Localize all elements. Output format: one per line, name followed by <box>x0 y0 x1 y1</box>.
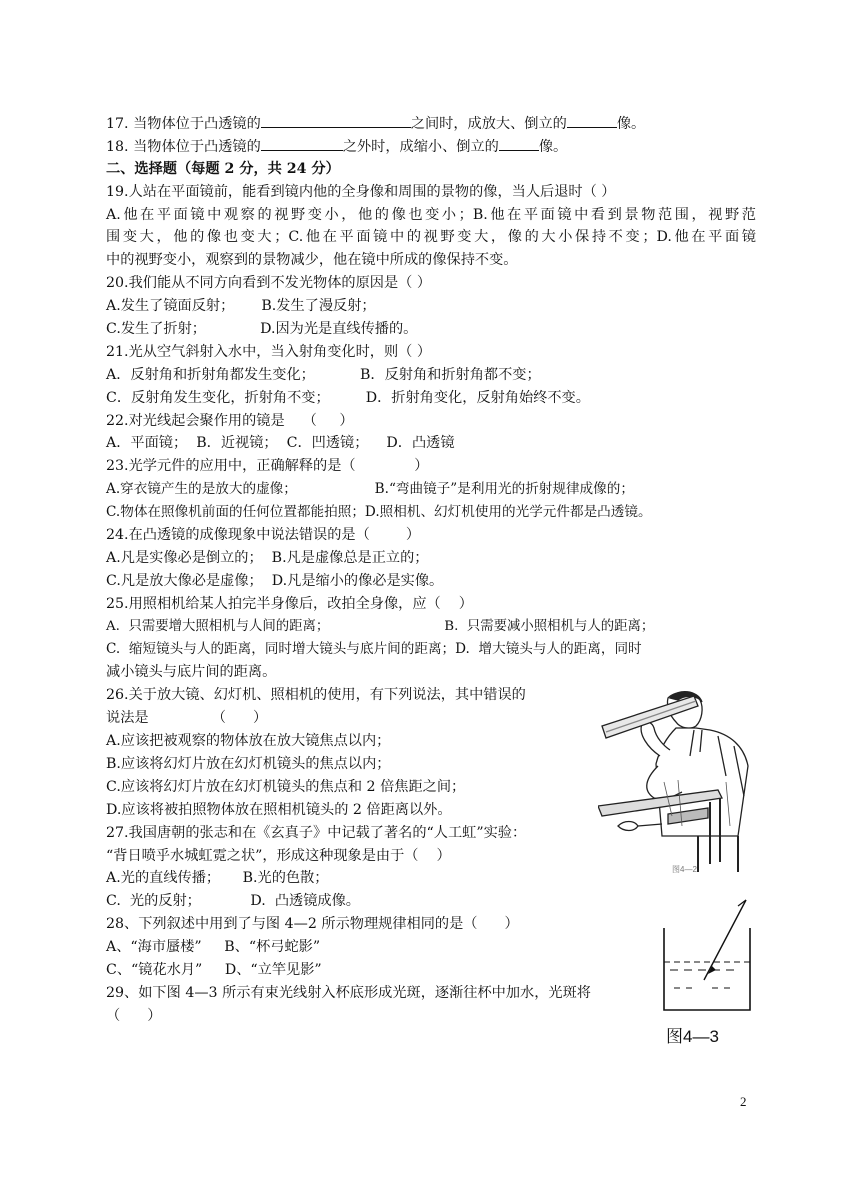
figure-4-3-caption: 图4—3 <box>666 1027 719 1046</box>
answer-blank <box>499 135 539 151</box>
q26-stem-2: 说法是 （ ） <box>106 710 268 727</box>
q25-options-2: C. 缩短镜头与人的距离，同时增大镜头与底片间的距离；D. 增大镜头与人的距离，同时 <box>106 641 642 658</box>
q23-stem: 23.光学元件的应用中，正确解释的是（ ） <box>106 458 429 475</box>
q17-text-a: 17. 当物体位于凸透镜的 <box>106 116 261 132</box>
q17-text-b: 之间时，成放大、倒立的 <box>410 116 567 132</box>
q29-answer-parens: （ ） <box>106 1007 162 1024</box>
q23-options-2: C.物体在照像机前面的任何位置都能拍照；D.照相机、幻灯机使用的光学元件都是凸透镜。 <box>106 504 652 521</box>
q27-options-1: A.光的直线传播； B.光的色散； <box>106 870 329 887</box>
q21-stem: 21.光从空气斜射入水中，当入射角变化时，则（ ） <box>106 343 432 360</box>
q19-options-1: A.他在平面镜中观察的视野变小，他的像也变小；B.他在平面镜中看到景物范围，视野范 <box>106 206 756 223</box>
q19-options-2: 围变大，他的像也变大；C.他在平面镜中的视野变大，像的大小保持不变；D.他在平面镜 <box>106 229 756 246</box>
q17-text-c: 像。 <box>616 116 646 132</box>
q21-options-2: C．反射角发生变化，折射角不变； D．折射角变化，反射角始终不变。 <box>106 389 590 406</box>
figure-4-2 <box>598 686 758 876</box>
q24-options-2: C.凡是放大像必是虚像； D.凡是缩小的像必是实像。 <box>106 572 444 589</box>
q25-options-1: A. 只需要增大照相机与人间的距离； B. 只需要减小照相机与人的距离； <box>106 618 655 634</box>
q28-stem: 28、下列叙述中用到了与图 4—2 所示物理规律相同的是（ ） <box>106 916 519 933</box>
q26-option-b: B.应该将幻灯片放在幻灯机镜头的焦点以内； <box>106 755 391 772</box>
answer-blank <box>261 112 411 128</box>
figure-4-2-caption: 图4—2 <box>672 865 697 874</box>
q18-text-c: 像。 <box>538 138 568 155</box>
q26-stem-1: 26.关于放大镜、幻灯机、照相机的使用，有下列说法，其中错误的 <box>106 687 526 704</box>
q25-stem: 25.用照相机给某人拍完半身像后，改拍全身像，应（ ） <box>106 595 473 612</box>
page-number: 2 <box>740 1094 747 1109</box>
figure-4-3 <box>660 896 760 1048</box>
q29-stem: 29、如下图 4—3 所示有束光线射入杯底形成光斑，逐渐往杯中加水，光斑将 <box>106 984 591 1001</box>
q22-stem: 22.对光线起会聚作用的镜是 （ ） <box>106 412 354 429</box>
beaker-diagram <box>664 900 750 1010</box>
q18-text-b: 之外时，成缩小、倒立的 <box>342 138 499 155</box>
q20-options-1: A.发生了镜面反射； B.发生了漫反射； <box>106 298 376 315</box>
q28-options-1: A、“海市蜃楼” B、“杯弓蛇影” <box>106 939 321 956</box>
q28-options-2: C、“镜花水月” D、“立竿见影” <box>106 961 322 978</box>
answer-blank <box>261 135 343 151</box>
question-text <box>106 112 756 1028</box>
q27-stem-2: “背日喷乎水城虹霓之状”，形成这种现象是由于（ ） <box>106 847 451 864</box>
question-17 <box>106 112 756 135</box>
q24-options-1: A.凡是实像必是倒立的； B.凡是虚像总是正立的； <box>106 549 429 566</box>
q20-options-2: C.发生了折射； D.因为光是直线传播的。 <box>106 321 418 338</box>
q22-options: A．平面镜； B．近视镜； C．凹透镜； D．凸透镜 <box>106 435 455 452</box>
man-illustration <box>598 692 748 872</box>
q24-stem: 24.在凸透镜的成像现象中说法错误的是（ ） <box>106 527 421 544</box>
q21-options-1: A．反射角和折射角都发生变化； B．反射角和折射角都不变； <box>106 366 541 383</box>
q19-options-3: 中的视野变小，观察到的景物减少，他在镜中所成的像保持不变。 <box>106 252 518 269</box>
q26-option-d: D.应该将被拍照物体放在照相机镜头的 2 倍距离以外。 <box>106 801 452 818</box>
q27-stem-1: 27.我国唐朝的张志和在《玄真子》中记载了著名的“人工虹”实验： <box>106 824 527 841</box>
q26-option-c: C.应该将幻灯片放在幻灯机镜头的焦点和 2 倍焦距之间； <box>106 778 466 795</box>
answer-blank <box>567 112 617 128</box>
q27-options-2: C. 光的反射； D. 凸透镜成像。 <box>106 893 360 910</box>
q19-stem: 19.人站在平面镜前，能看到镜内他的全身像和周围的景物的像，当人后退时（ ） <box>106 183 616 200</box>
question-18 <box>106 135 756 158</box>
section-heading: 二、选择题（每题 2 分，共 24 分） <box>106 160 340 177</box>
q18-text-a: 18. 当物体位于凸透镜的 <box>106 138 261 155</box>
q23-options-1: A.穿衣镜产生的是放大的虚像； B.“弯曲镜子”是利用光的折射规律成像的； <box>106 481 634 498</box>
q20-stem: 20.我们能从不同方向看到不发光物体的原因是（ ） <box>106 275 432 292</box>
q26-option-a: A.应该把被观察的物体放在放大镜焦点以内； <box>106 733 391 750</box>
q25-options-3: 减小镜头与底片间的距离。 <box>106 664 277 681</box>
